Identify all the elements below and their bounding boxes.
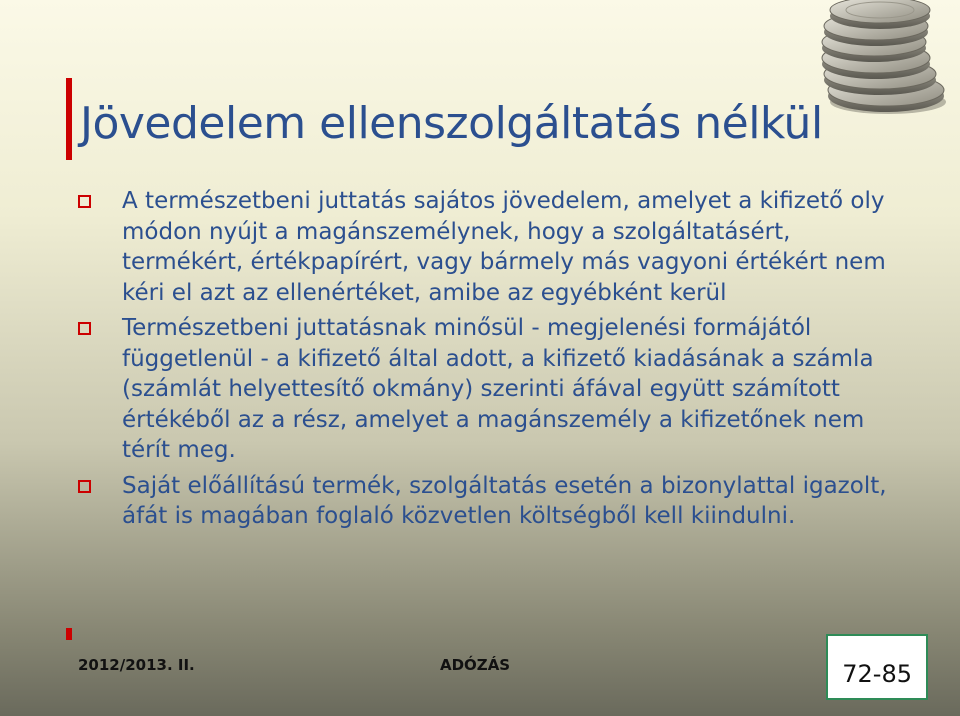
checkbox-icon bbox=[78, 195, 91, 208]
accent-bar-bottom bbox=[66, 628, 72, 640]
slide-title: Jövedelem ellenszolgáltatás nélkül bbox=[80, 98, 823, 149]
bullet-text: A természetbeni juttatás sajátos jövedelem, amelyet a kifizető oly módon nyújt a magánszemélynek, hogy a szolgáltatásért, termékért, értékpapírért, vagy bármely más vagyoni értékért nem kéri el azt az ellenértéket, amibe az egyébként kerül bbox=[122, 188, 886, 306]
bullet-item bbox=[74, 313, 904, 466]
footer-date: 2012/2013. II. bbox=[78, 656, 195, 674]
bullet-text: Saját előállítású termék, szolgáltatás esetén a bizonylattal igazolt, áfát is magában foglaló közvetlen költségből kell kiindulni. bbox=[122, 472, 887, 529]
footer-subject: ADÓZÁS bbox=[440, 656, 511, 674]
bullet-list bbox=[74, 186, 904, 537]
bullet-item bbox=[74, 471, 904, 532]
page-number-box bbox=[826, 634, 928, 700]
checkbox-icon bbox=[78, 480, 91, 493]
bullet-item bbox=[74, 186, 904, 308]
accent-bar-top bbox=[66, 78, 72, 160]
bullet-text: Természetbeni juttatásnak minősül - megjelenési formájától függetlenül - a kifizető által adott, a kifizető kiadásának a számla (számlát helyettesítő okmány) szerinti áfával együtt számított értékéből az a rész, amelyet a magánszemély a kifizetőnek nem térít meg. bbox=[122, 315, 874, 463]
checkbox-icon bbox=[78, 322, 91, 335]
page-number: 72-85 bbox=[842, 660, 912, 688]
